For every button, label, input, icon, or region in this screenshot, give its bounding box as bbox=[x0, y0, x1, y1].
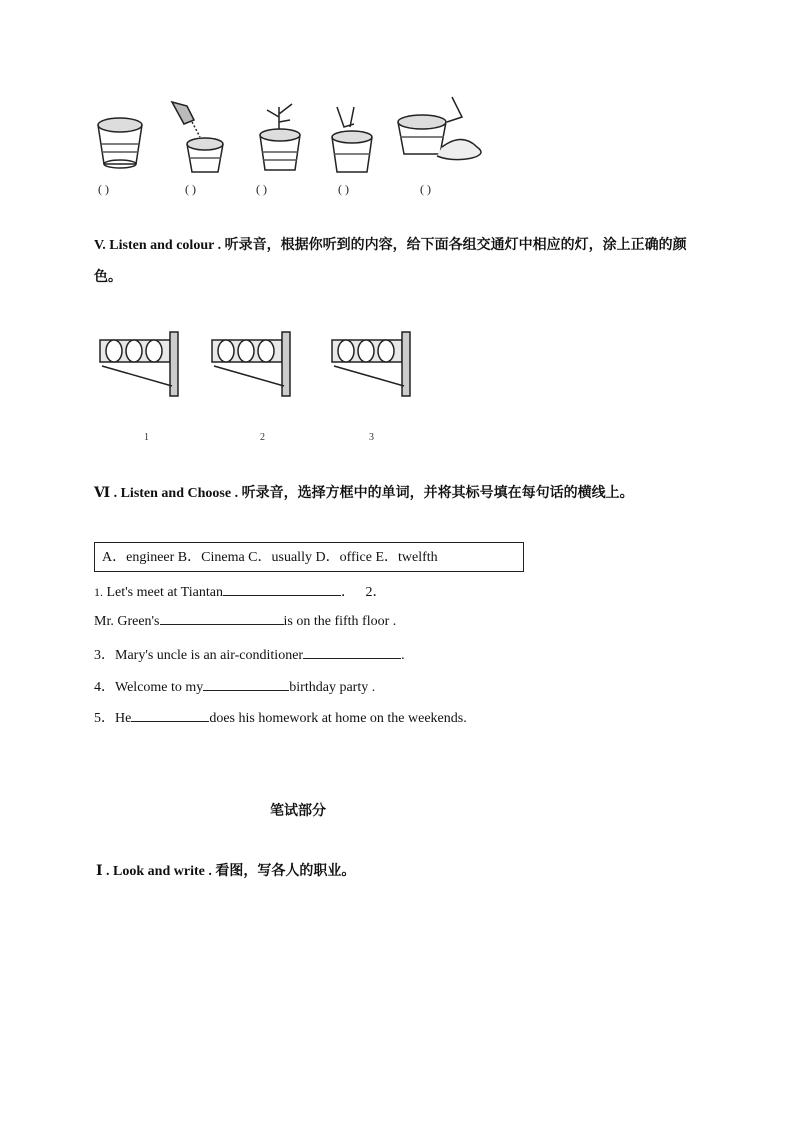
q2-text: Mr. Green's bbox=[94, 614, 160, 629]
light-label-3: 3 bbox=[369, 432, 374, 443]
question-3 bbox=[94, 644, 405, 664]
word-options-box: A．engineer B．Cinema C．usually D．office E．twelfth bbox=[94, 542, 524, 572]
q1-end: ． bbox=[340, 585, 355, 600]
light-label-1: 1 bbox=[144, 432, 149, 443]
q3-text: 3．Mary's uncle is an air-conditioner bbox=[94, 648, 304, 663]
q4-text: 4．Welcome to my bbox=[94, 680, 204, 695]
answer-paren-1: ( ) bbox=[98, 182, 109, 196]
answer-paren-5: ( ) bbox=[420, 182, 431, 196]
question-1 bbox=[94, 581, 386, 601]
answer-paren-4: ( ) bbox=[338, 182, 349, 196]
pot-picture-4 bbox=[332, 107, 372, 172]
q1-text: Let's meet at Tiantan bbox=[106, 585, 223, 600]
section-v-title bbox=[94, 230, 704, 294]
q4-answer-blank[interactable] bbox=[203, 678, 289, 691]
q5-text-end: does his homework at home on the weekends. bbox=[209, 711, 467, 726]
q2-answer-blank[interactable] bbox=[160, 612, 284, 625]
q5-answer-blank[interactable] bbox=[131, 709, 209, 722]
question-4 bbox=[94, 676, 375, 696]
section-vi-title: Ⅵ . Listen and Choose . 听录音，选择方框中的单词，并将其标号填在每句话的横线上。 bbox=[94, 486, 634, 501]
answer-paren-2: ( ) bbox=[185, 182, 196, 196]
q3-answer-blank[interactable] bbox=[303, 646, 401, 659]
traffic-light-pictures bbox=[92, 326, 432, 446]
q4-text-end: birthday party . bbox=[289, 680, 376, 695]
q1-answer-blank[interactable] bbox=[223, 583, 341, 596]
pot-picture-1 bbox=[98, 118, 142, 168]
section-v-title-line1: V. Listen and colour . 听录音，根据你听到的内容，给下面各组交通灯中相应的灯，涂上正确的颜 bbox=[94, 238, 687, 253]
q5-text: 5．He bbox=[94, 711, 132, 726]
pot-picture-5 bbox=[398, 97, 481, 160]
question-5 bbox=[94, 707, 467, 727]
section-i-title: Ⅰ . Look and write . 看图，写各人的职业。 bbox=[96, 864, 356, 879]
traffic-light-1 bbox=[100, 332, 178, 396]
q2-number: 2． bbox=[365, 585, 387, 600]
traffic-light-2 bbox=[212, 332, 290, 396]
traffic-light-3 bbox=[332, 332, 410, 396]
q2-text-end: is on the fifth floor . bbox=[283, 614, 397, 629]
light-label-2: 2 bbox=[260, 432, 265, 443]
section-v-title-line2: 色。 bbox=[94, 270, 122, 285]
question-2 bbox=[94, 612, 396, 630]
pot-picture-2 bbox=[172, 102, 223, 172]
written-part-heading: 笔试部分 bbox=[270, 804, 326, 819]
answer-paren-3: ( ) bbox=[256, 182, 267, 196]
q3-end: . bbox=[401, 648, 405, 663]
q1-number: 1. bbox=[94, 585, 103, 599]
flower-pot-pictures bbox=[92, 92, 492, 202]
pot-picture-3 bbox=[260, 104, 300, 170]
